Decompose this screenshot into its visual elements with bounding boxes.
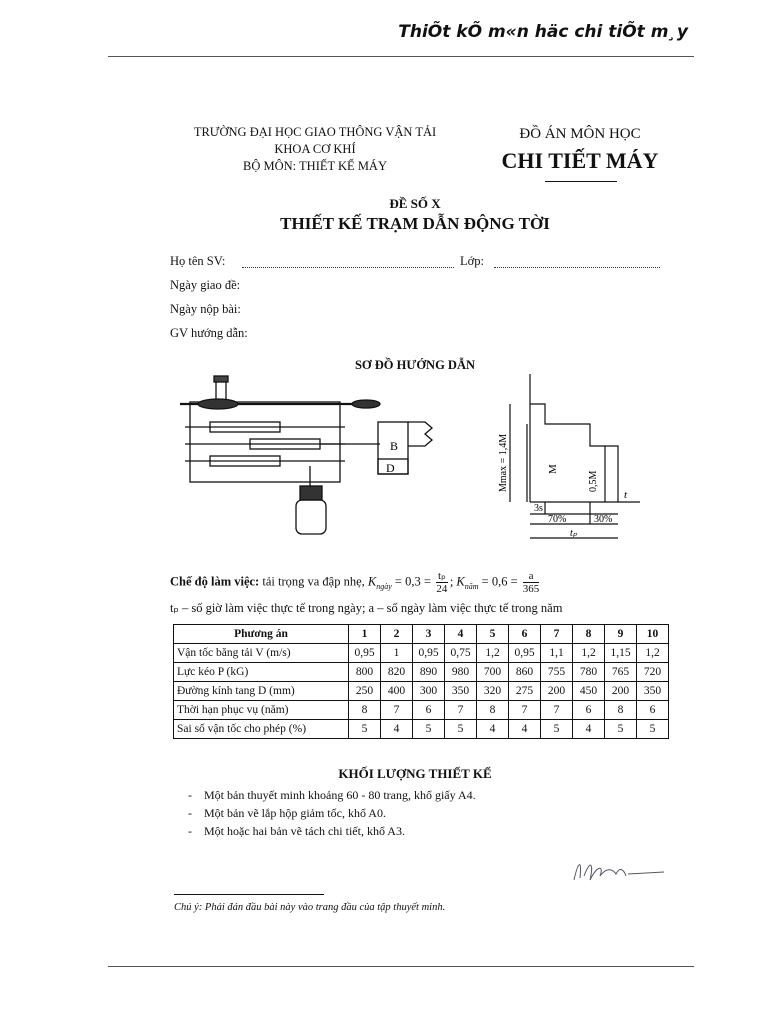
table-cell: 200	[541, 682, 573, 701]
table-cell: 5	[413, 720, 445, 739]
footnote-rule	[174, 894, 324, 895]
table-header-cell: 10	[637, 625, 669, 644]
table-cell: 6	[637, 701, 669, 720]
title-underline	[545, 181, 617, 182]
table-header-cell: 5	[477, 625, 509, 644]
project-label: ĐỒ ÁN MÔN HỌC	[519, 126, 641, 142]
table-cell: 6	[573, 701, 605, 720]
p70-label: 70%	[548, 514, 567, 525]
table-row	[174, 720, 669, 739]
table-cell: 5	[349, 720, 381, 739]
table-cell: 860	[509, 663, 541, 682]
school-name: TRƯỜNG ĐẠI HỌC GIAO THÔNG VẬN TẢI	[193, 125, 437, 139]
table-cell: 7	[381, 701, 413, 720]
table-cell: 1,2	[573, 644, 605, 663]
table-cell: 7	[509, 701, 541, 720]
kday-equation: = 0,3 =	[391, 574, 435, 589]
table-cell: 980	[445, 663, 477, 682]
table-header-cell: 7	[541, 625, 573, 644]
table-cell: 250	[349, 682, 381, 701]
row-label: Lực kéo P (kG)	[174, 663, 349, 682]
kyear-subscript: năm	[464, 581, 479, 591]
footnote: Chú ý: Phải đán đầu bài này vào trang đầu của tập thuyết minh.	[174, 902, 446, 913]
parameter-table	[173, 624, 669, 739]
table-header-cell: 8	[573, 625, 605, 644]
operating-text: tải trọng va đập nhẹ,	[262, 574, 365, 589]
kday-numerator: tₚ	[438, 570, 446, 582]
table-cell: 6	[413, 701, 445, 720]
table-cell: 1,1	[541, 644, 573, 663]
table-row	[174, 701, 669, 720]
tp-label: tₚ	[570, 528, 578, 539]
footer-rule	[108, 966, 694, 967]
table-cell: 700	[477, 663, 509, 682]
table-cell: 5	[637, 720, 669, 739]
table-cell: 450	[573, 682, 605, 701]
table-cell: 1	[381, 644, 413, 663]
assignment-sheet	[160, 110, 670, 930]
table-cell: 720	[637, 663, 669, 682]
table-cell: 0,95	[413, 644, 445, 663]
table-cell: 4	[509, 720, 541, 739]
operating-mode: Chế độ làm việc: tải trọng va đập nhẹ, $K_{ngày} = 0,3$ = $\frac{\text{tₚ}}{24}$ ; $K_{năm} = 0,6$ = $\frac{a}{365}$	[170, 570, 540, 595]
table-cell: 5	[541, 720, 573, 739]
kyear-fraction	[523, 570, 540, 595]
table-cell: 8	[349, 701, 381, 720]
student-name-line	[242, 267, 454, 268]
table-cell: 5	[605, 720, 637, 739]
table-cell: 1,15	[605, 644, 637, 663]
running-header: ThiÕt kÕ m«n häc chi tiÕt m¸y	[398, 22, 688, 42]
signature	[568, 852, 668, 888]
date-given-label: Ngày giao đề:	[170, 278, 241, 292]
table-cell: 350	[637, 682, 669, 701]
row-label: Sai số vận tốc cho phép (%)	[174, 720, 349, 739]
kyear-equation: = 0,6 =	[478, 574, 521, 589]
advisor-label: GV hướng dẫn:	[170, 326, 248, 340]
row-label: Vận tốc băng tải V (m/s)	[174, 644, 349, 663]
table-row	[174, 663, 669, 682]
table-cell: 0,75	[445, 644, 477, 663]
list-item: - Một bản thuyết minh khoảng 60 - 80 trang, khổ giấy A4.	[188, 786, 476, 804]
table-header-cell: 3	[413, 625, 445, 644]
faculty-name: KHOA CƠ KHÍ	[274, 142, 356, 156]
table-cell: 800	[349, 663, 381, 682]
table-cell: 300	[413, 682, 445, 701]
mmax-label: Mmax = 1,4M	[498, 433, 509, 492]
m-label: M	[547, 464, 559, 474]
table-cell: 4	[573, 720, 605, 739]
table-cell: 1,2	[637, 644, 669, 663]
ts-label: 3s	[534, 503, 543, 514]
department-name: BỘ MÔN: THIẾT KẾ MÁY	[243, 159, 387, 173]
table-header-cell: 2	[381, 625, 413, 644]
table-cell: 4	[477, 720, 509, 739]
table-header-cell: 6	[509, 625, 541, 644]
table-cell: 200	[605, 682, 637, 701]
table-cell: 780	[573, 663, 605, 682]
operating-note: tₚ – số giờ làm việc thực tế trong ngày; a – số ngày làm việc thực tế trong năm	[170, 601, 563, 615]
list-item: - Một bản vẽ lắp hộp giảm tốc, khổ A0.	[188, 804, 476, 822]
table-cell: 0,95	[509, 644, 541, 663]
table-cell: 8	[605, 701, 637, 720]
table-cell: 400	[381, 682, 413, 701]
table-cell: 8	[477, 701, 509, 720]
kday-denominator: 24	[436, 583, 448, 595]
table-cell: 755	[541, 663, 573, 682]
table-cell: 350	[445, 682, 477, 701]
p30-label: 30%	[594, 514, 613, 525]
project-title: CHI TIẾT MÁY	[501, 148, 659, 173]
load-chart	[510, 374, 640, 538]
kday-fraction	[436, 570, 448, 595]
list-item: - Một hoặc hai bản vẽ tách chi tiết, khổ A3.	[188, 822, 476, 840]
table-header-label: Phương án	[174, 625, 349, 644]
table-cell: 7	[541, 701, 573, 720]
half-m-label: 0,5M	[588, 470, 599, 492]
drive-diagram	[180, 374, 650, 554]
table-cell: 5	[445, 720, 477, 739]
topic-title: THIẾT KẾ TRẠM DẪN ĐỘNG TỜI	[280, 214, 550, 233]
class-line	[494, 267, 660, 268]
table-row	[174, 682, 669, 701]
table-header-cell: 1	[349, 625, 381, 644]
deliverables-list	[188, 786, 476, 840]
drum-label: D	[386, 461, 395, 475]
diagram-title: SƠ ĐỒ HƯỚNG DẪN	[354, 358, 476, 372]
kyear-symbol: K	[456, 574, 465, 589]
kyear-numerator: a	[523, 570, 540, 583]
kday-subscript: ngày	[376, 581, 392, 591]
table-row	[174, 644, 669, 663]
time-axis-label: t	[624, 489, 628, 501]
table-cell: 0,95	[349, 644, 381, 663]
table-cell: 275	[509, 682, 541, 701]
table-cell: 890	[413, 663, 445, 682]
table-cell: 820	[381, 663, 413, 682]
row-label: Đường kính tang D (mm)	[174, 682, 349, 701]
topic-number: ĐỀ SỐ X	[389, 196, 441, 211]
kyear-denominator: 365	[522, 583, 540, 595]
deliverables-title: KHỐI LƯỢNG THIẾT KẾ	[338, 766, 492, 781]
row-label: Thời hạn phục vụ (năm)	[174, 701, 349, 720]
table-header-cell: 4	[445, 625, 477, 644]
operating-label: Chế độ làm việc:	[170, 574, 260, 589]
kday-symbol: K	[367, 574, 377, 589]
school-block	[180, 124, 450, 175]
class-label: Lớp:	[460, 254, 484, 268]
table-cell: 320	[477, 682, 509, 701]
belt-label: B	[390, 439, 399, 453]
table-cell: 765	[605, 663, 637, 682]
student-name-label: Họ tên SV:	[170, 254, 226, 268]
table-header-cell: 9	[605, 625, 637, 644]
table-cell: 1,2	[477, 644, 509, 663]
gearbox-schematic	[180, 376, 432, 534]
header-rule	[108, 56, 694, 57]
table-cell: 7	[445, 701, 477, 720]
table-cell: 4	[381, 720, 413, 739]
date-due-label: Ngày nộp bài:	[170, 302, 241, 316]
table-header-row	[174, 625, 669, 644]
